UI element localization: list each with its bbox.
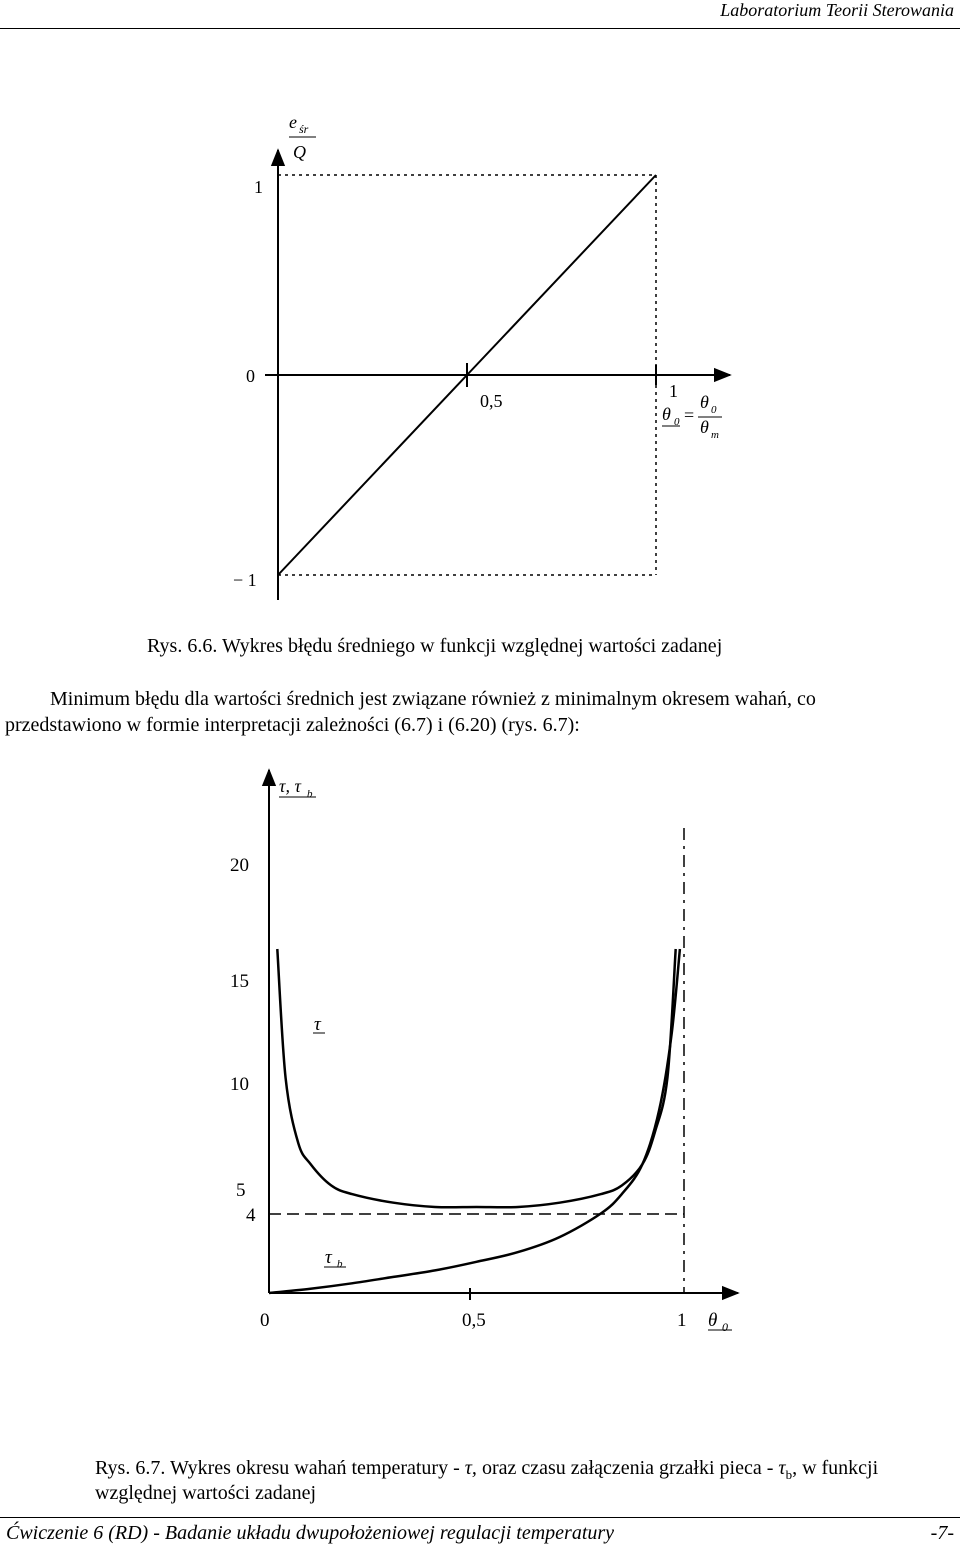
y-label-e: e <box>289 112 297 132</box>
x-label-num: θ <box>700 392 709 412</box>
tau-curve <box>277 949 675 1207</box>
x-tick-half: 0,5 <box>462 1310 486 1331</box>
x-tick-half-label: 0,5 <box>480 391 503 411</box>
running-header: Laboratorium Teorii Sterowania <box>720 0 954 20</box>
x-tick-0: 0 <box>260 1310 270 1331</box>
page-number: -7- <box>930 1522 954 1544</box>
x-label-den: θ <box>700 417 709 437</box>
x-label-den-sub: m <box>711 429 719 441</box>
x-label-num-sub: 0 <box>711 404 717 416</box>
y-label: τ, τ <box>279 776 301 796</box>
x-label-lhs: θ <box>662 404 671 424</box>
y-tick-15: 15 <box>230 971 249 992</box>
tau-b-curve-label-sub: b <box>337 1258 343 1270</box>
x-label-eq: = <box>684 405 695 425</box>
y-tick-20: 20 <box>230 855 249 876</box>
y-label-sub: śr <box>299 122 309 136</box>
x-tick-1: 1 <box>677 1310 687 1331</box>
paragraph-line-1: Minimum błędu dla wartości średnich jest związane również z minimalnym okresem wahań, co <box>50 688 816 710</box>
y-tick-10: 10 <box>230 1074 249 1095</box>
y-label-sub: b <box>307 788 313 800</box>
figure-6-6-chart <box>0 100 960 620</box>
figure-6-7-chart <box>0 760 960 1340</box>
tau-b-curve <box>269 949 680 1293</box>
x-label: θ <box>708 1310 718 1331</box>
figure-6-7-caption-line-1: Rys. 6.7. Wykres okresu wahań temperatury - τ, oraz czasu załączenia grzałki pieca - $\tau_b$, w funkcji <box>95 1457 879 1482</box>
x-label-lhs-sub: 0 <box>674 416 680 428</box>
running-footer-title: Ćwiczenie 6 (RD) - Badanie układu dwupołożeniowej regulacji temperatury <box>6 1522 615 1544</box>
header-rule <box>0 28 960 29</box>
y-tick-1: 1 <box>254 177 263 197</box>
y-label-q: Q <box>293 142 306 162</box>
figure-6-7-caption-line-2: względnej wartości zadanej <box>95 1482 317 1504</box>
footer-rule <box>0 1517 960 1518</box>
paragraph-line-2: przedstawiono w formie interpretacji zależności (6.7) i (6.20) (rys. 6.7): <box>5 714 580 736</box>
y-tick-5: 5 <box>236 1180 246 1201</box>
y-tick-4: 4 <box>246 1205 256 1226</box>
tau-b-curve-label: τ <box>325 1247 332 1268</box>
y-tick-m1: − 1 <box>233 570 257 590</box>
y-tick-0: 0 <box>246 366 255 386</box>
figure-6-6-caption: Rys. 6.6. Wykres błędu średniego w funkcji względnej wartości zadanej <box>147 635 723 657</box>
x-label-sub: 0 <box>722 1320 728 1334</box>
x-tick-one-label: 1 <box>669 381 678 401</box>
tau-curve-label: τ <box>314 1014 321 1035</box>
